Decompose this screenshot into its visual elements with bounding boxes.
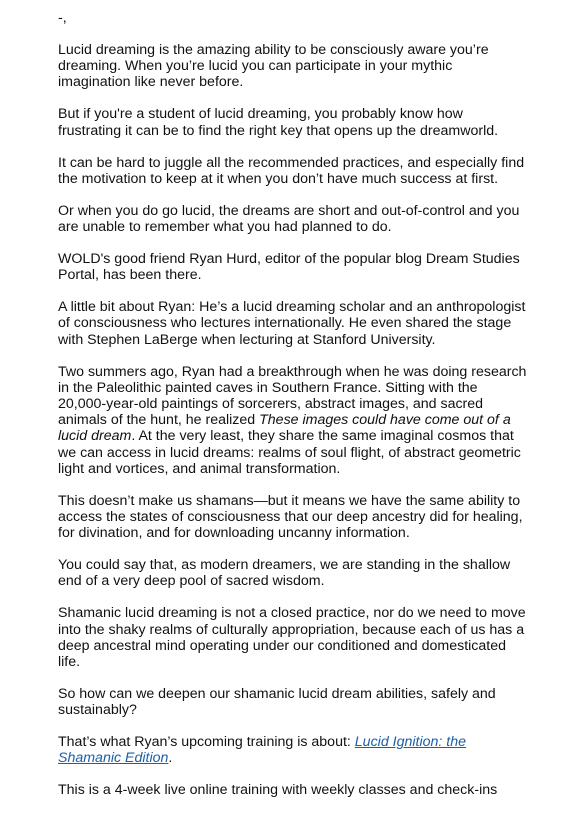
paragraph-intro: Lucid dreaming is the amazing ability to be consciously aware you’re dreaming. When you’re lucid you can participate in your mythic imagination like never before.	[58, 42, 489, 91]
paragraph-ryan-hurd: WOLD's good friend Ryan Hurd, editor of the popular blog Dream Studies Portal, has been there.	[58, 251, 520, 284]
paragraph-shamans: This doesn’t make us shamans—but it means we have the same ability to access the states of consciousness that our deep ancestry did for healing, for divination, and for downloading uncanny information.	[58, 492, 523, 542]
paragraph-cut-off: This is a 4-week live online training with weekly classes and check-ins	[58, 782, 498, 799]
paragraph-caves	[58, 364, 528, 477]
paragraph-student: But if you're a student of lucid dreaming, you probably know how frustrating it can be to find the right key that opens up the dreamworld.	[58, 106, 499, 139]
training-text-before: That’s what Ryan’s upcoming training is about:	[58, 734, 355, 751]
paragraph-training	[58, 734, 528, 766]
training-link[interactable]: Lucid Ignition: the Shamanic Edition	[58, 734, 467, 767]
paragraph-question: So how can we deepen our shamanic lucid dream abilities, safely and sustainably?	[58, 686, 496, 719]
caves-emphasis: These images could have come out of a lucid dream	[58, 412, 511, 445]
training-text-after: .	[168, 750, 173, 767]
email-body	[58, 10, 528, 814]
caves-text-before: Two summers ago, Ryan had a breakthrough when he was doing research in the Paleolithic painted caves in Southern France. Sitting with the 20,000-year-old paintings of sorcerers, abstract images, and sacred animals of the hunt, he realized	[58, 363, 527, 429]
caves-text-after: . At the very least, they share the same imaginal cosmos that we can access in lucid dreams: realms of soul flight, of abstract geometric light and vortices, and animal transformation.	[58, 428, 521, 477]
paragraph-shallow-end: You could say that, as modern dreamers, we are standing in the shallow end of a very deep pool of sacred wisdom.	[58, 557, 511, 590]
paragraph-closed-practice: Shamanic lucid dreaming is not a closed practice, nor do we need to move into the shaky realms of culturally appropriation, because each of us has a deep ancestral mind operating under our conditioned and domesticated life.	[58, 605, 526, 671]
paragraph-about-ryan: A little bit about Ryan: He’s a lucid dreaming scholar and an anthropologist of consciousness who lectures internationally. He even shared the stage with Stephen LaBerge when lecturing at Stanford University.	[58, 299, 526, 348]
paragraph-out-of-control: Or when you do go lucid, the dreams are short and out-of-control and you are unable to remember what you had planned to do.	[58, 202, 520, 236]
paragraph-practices: It can be hard to juggle all the recommended practices, and especially find the motivation to keep at it when you don’t have much success at first.	[58, 154, 525, 187]
top-mark: -,	[58, 10, 67, 26]
